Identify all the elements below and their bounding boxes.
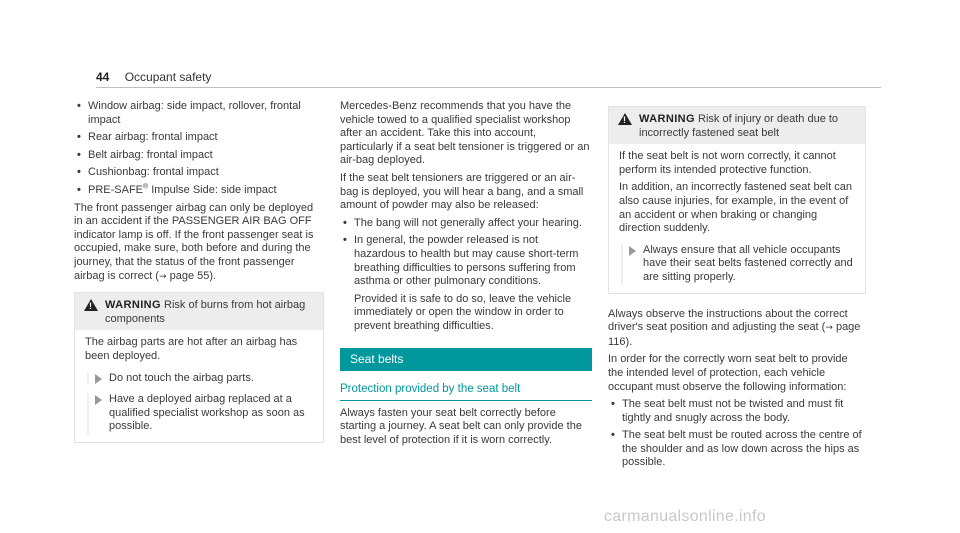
warning-header [75, 293, 323, 330]
paragraph: Mercedes-Benz recommends that you have the vehicle towed to a qualified specialist workshop after an accident. Take this into account, particularly if a seat belt tensioner is triggered or an air-bag deployed. [340, 100, 590, 167]
seat-position-paragraph: Always observe the instructions about the correct driver's seat position and adjusting the seat (→ page 116). [608, 307, 861, 348]
list-item: • Window airbag: side impact, rollover, frontal impact [77, 100, 301, 126]
list-item: • Rear airbag: frontal impact [77, 131, 218, 144]
warning-header [609, 107, 865, 144]
warning-keyword: WARNING [105, 299, 161, 312]
list-item-extra: Provided it is safe to do so, leave the vehicle immediately or open the window in order to prevent breathing difficulties. [354, 292, 572, 332]
column-left [74, 100, 324, 443]
warning-triangle-icon: ! [618, 113, 632, 125]
list-item: • The bang will not generally affect your hearing. [343, 216, 582, 229]
warning-text: In addition, an incorrectly fastened seat belt can also cause injuries, for example, in the event of an accident or when braking or changing direction suddenly. [619, 181, 852, 235]
warning-box-airbag [74, 292, 324, 443]
page-number: 44 [96, 70, 110, 84]
list-item: • Cushionbag: frontal impact [77, 166, 219, 179]
play-triangle-icon [95, 374, 102, 384]
page-link[interactable]: page 55). [166, 269, 217, 282]
passenger-airbag-paragraph: The front passenger airbag can only be deployed in an accident if the PASSENGER AIR BAG OFF indicator lamp is off. If the front passenger seat is occupied, make sure, both before and during the journey, that the status of the front passenger airbag is correct (→ page 55). [74, 201, 314, 282]
section-heading-seat-belts: Seat belts [340, 348, 592, 372]
section-title: Occupant safety [124, 70, 212, 84]
warning-title: Risk of injury or death due to incorrectly fastened seat belt [639, 113, 839, 139]
instruction-step: Do not touch the airbag parts. [85, 372, 313, 386]
watermark: carmanualsonline.info [604, 508, 766, 525]
column-middle [340, 100, 592, 451]
play-triangle-icon [629, 246, 636, 256]
column-right [608, 100, 866, 474]
seat-belt-rules-list [608, 398, 866, 470]
play-triangle-icon [95, 395, 102, 405]
warning-body [75, 330, 323, 442]
list-item: • The seat belt must be routed across the centre of the shoulder and as low down across the hips as possible. [611, 429, 862, 469]
page-link[interactable]: page 116). [608, 321, 861, 348]
powder-list [340, 217, 592, 334]
paragraph: If the seat belt tensioners are triggered or an air-bag is deployed, you will hear a bang, and a small amount of powder may also be released: [340, 171, 584, 212]
paragraph: In order for the correctly worn seat belt to provide the intended level of protection, each vehicle occupant must observe the following information: [608, 353, 848, 393]
instruction-step: Have a deployed airbag replaced at a qualified specialist workshop as soon as possible. [85, 393, 313, 434]
warning-triangle-icon: ! [84, 299, 98, 311]
warning-title: Risk of burns from hot airbag components [105, 299, 306, 325]
arrow-right-icon: → [158, 271, 167, 282]
header-divider [96, 87, 881, 88]
list-item: • PRE-SAFE® Impulse Side: side impact [77, 183, 277, 196]
warning-text: The airbag parts are hot after an airbag has been deployed. [85, 336, 298, 362]
list-item: • Belt airbag: frontal impact [77, 148, 213, 161]
airbag-list [74, 100, 324, 198]
subsection-heading: Protection provided by the seat belt [340, 383, 592, 401]
warning-keyword: WARNING [639, 113, 695, 125]
paragraph: Always fasten your seat belt correctly before starting a journey. A seat belt can only provide the best level of protection if it is worn correctly. [340, 406, 582, 446]
list-item: • In general, the powder released is not hazardous to health but may cause short-term breathing difficulties to persons suffering from asthma or other pulmonary conditions. Provided it is safe to do so, leave the vehicle immediately or open the window in order to prevent breathing difficulties. [340, 234, 592, 333]
page-header [96, 70, 211, 84]
arrow-right-icon: → [825, 323, 833, 334]
warning-box-seat-belt [608, 106, 866, 294]
list-item: • The seat belt must not be twisted and must fit tightly and snugly across the body. [611, 398, 844, 424]
warning-text: If the seat belt is not worn correctly, it cannot perform its intended protective function. [619, 150, 836, 176]
instruction-step: Always ensure that all vehicle occupants have their seat belts fastened correctly and are sitting properly. [619, 244, 855, 285]
warning-body [609, 144, 865, 292]
